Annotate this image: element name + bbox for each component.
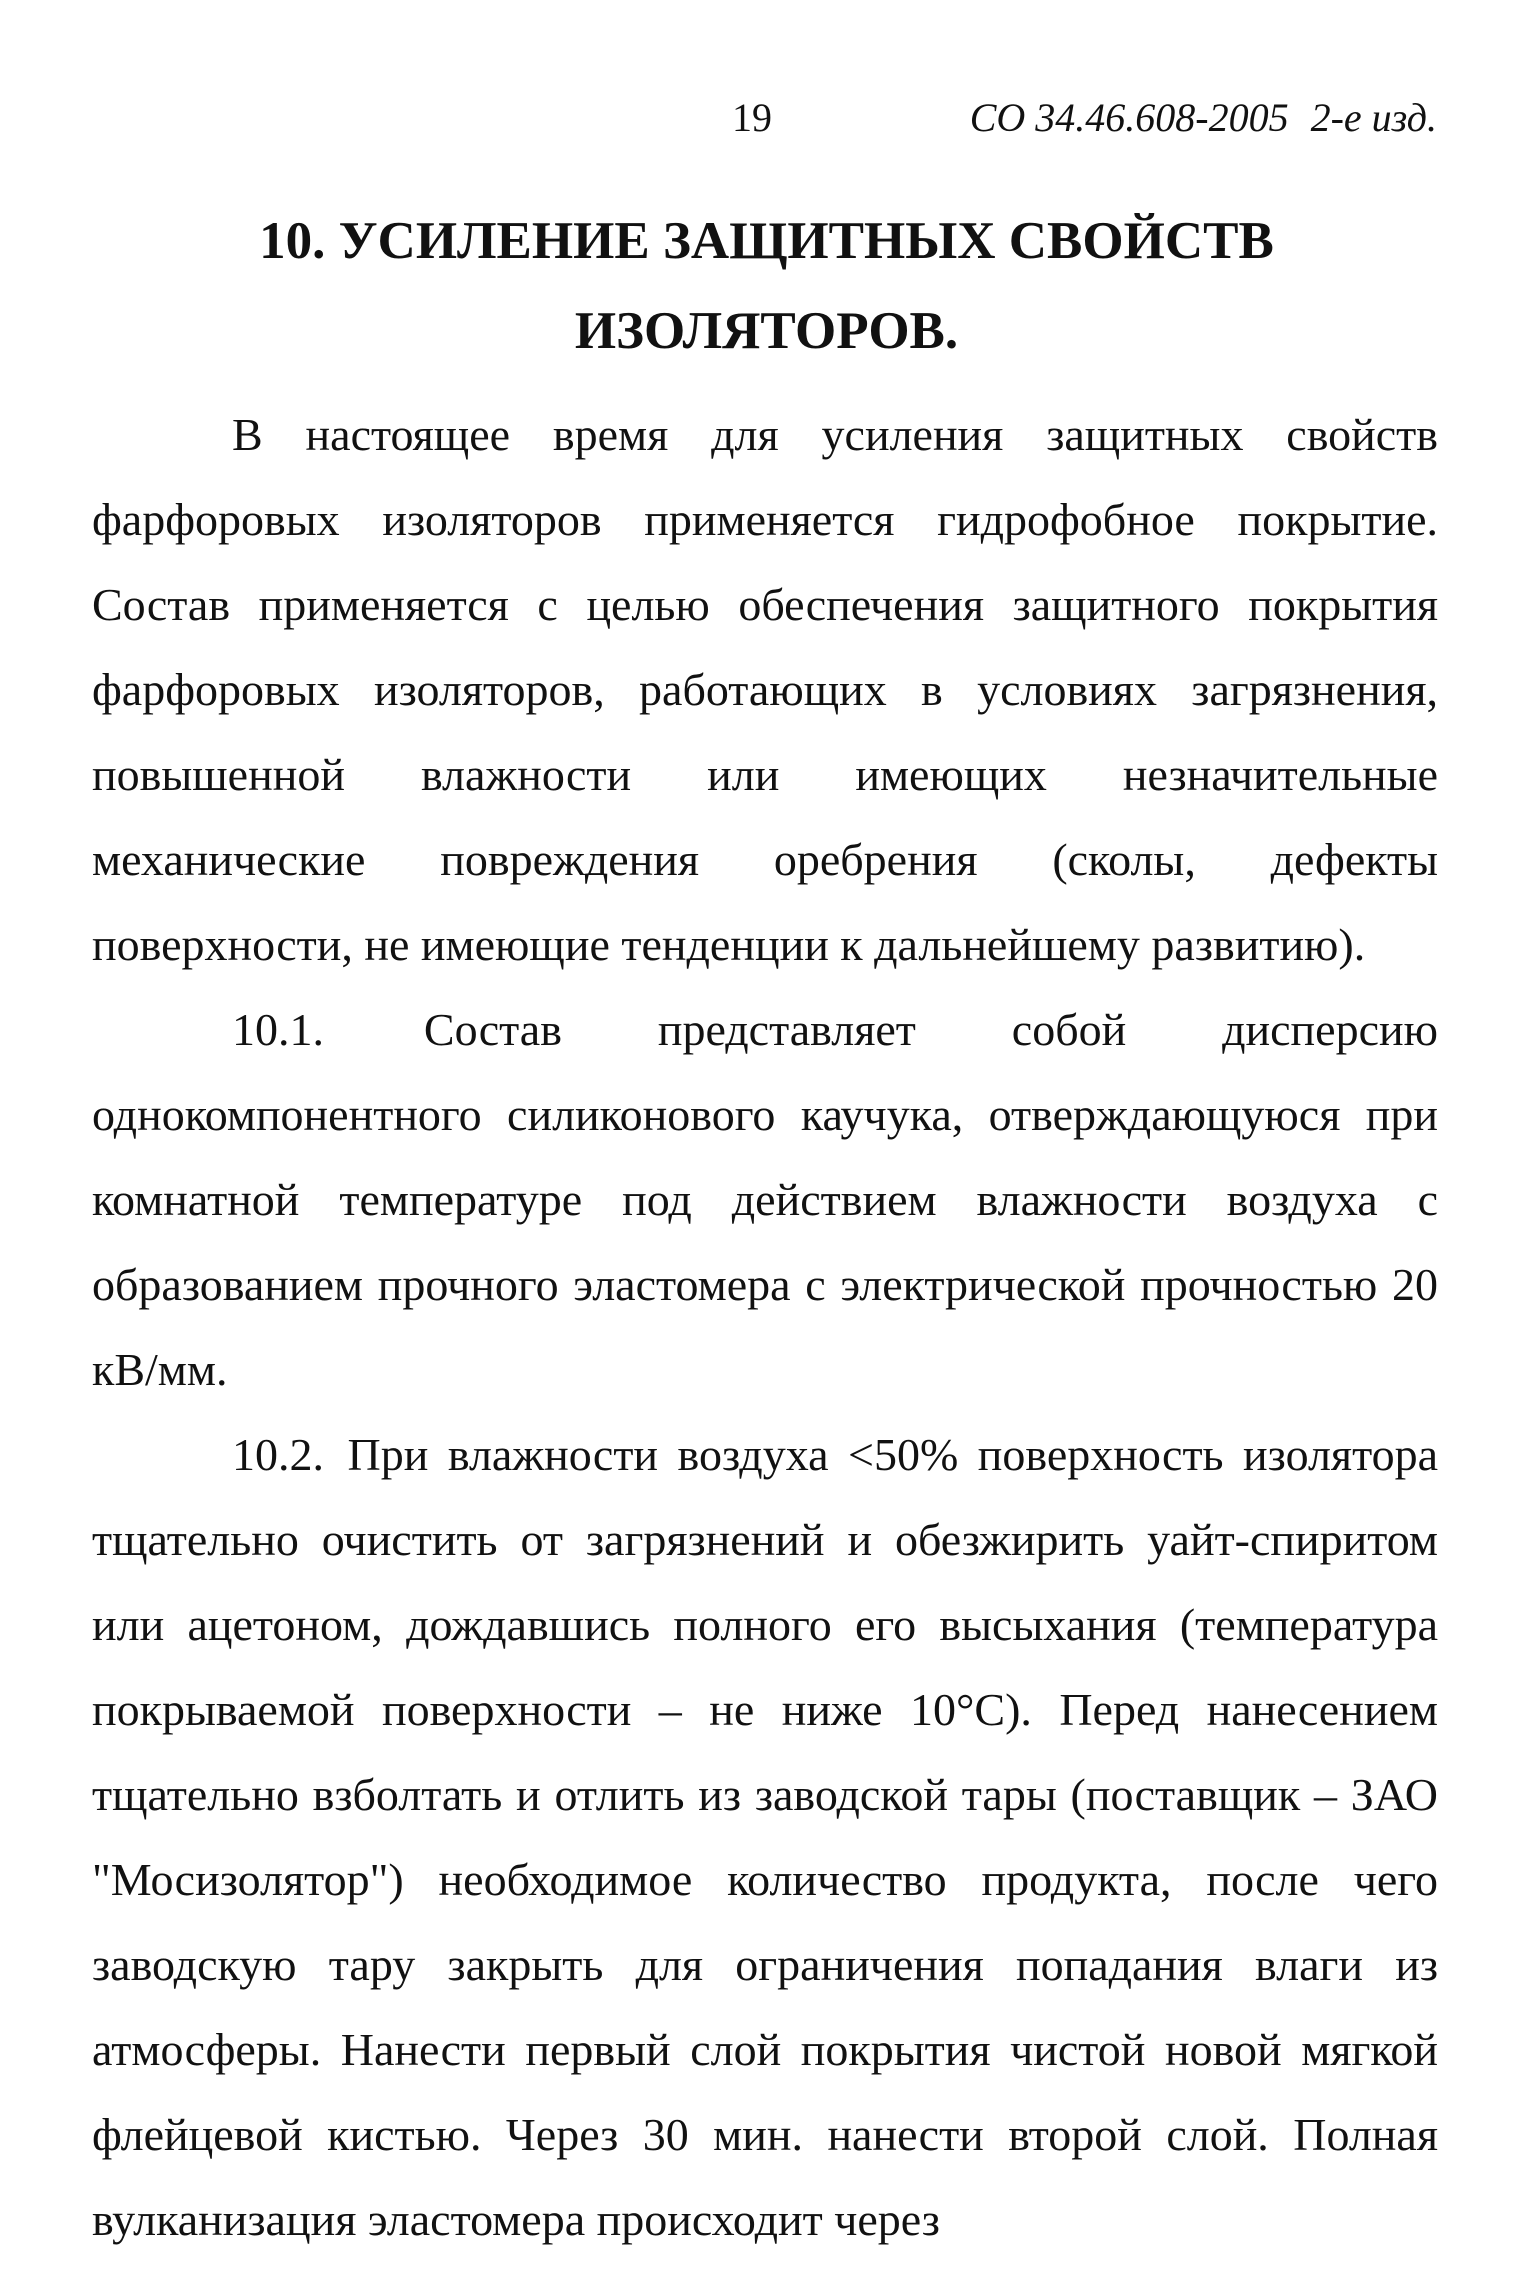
section-title-line-2: ИЗОЛЯТОРОВ. xyxy=(574,302,959,360)
section-title-line-1: 10. УСИЛЕНИЕ ЗАЩИТНЫХ СВОЙСТВ xyxy=(259,212,1274,270)
body-text xyxy=(92,392,1438,2262)
paragraph-10-2-number: 10.2. xyxy=(232,1429,324,1480)
paragraph-10-1 xyxy=(92,987,1438,1412)
paragraph-10-1-number: 10.1. xyxy=(232,1004,324,1055)
page-header xyxy=(0,88,1533,148)
intro-paragraph: В настоящее время для усиления защитных свойств фарфоровых изоляторов применяется гидрофобное покрытие. Состав применяется с целью обеспечения защитного покрытия фарфоровых изоляторов, работающих в условиях загрязнения, повышенной влажности или имеющих незначительные механические повреждения оребрения (сколы, дефекты поверхности, не имеющие тенденции к дальнейшему развитию). xyxy=(92,409,1438,970)
edition-label: 2-е изд. xyxy=(1310,95,1437,140)
section-title xyxy=(200,196,1333,376)
paragraph-10-2-text: При влажности воздуха <50% поверхность изолятора тщательно очистить от загрязнений и обезжирить уайт-спиритом или ацетоном, дождавшись полного его высыхания (температура покрываемой поверхности – не ниже 10°С). Перед нанесением тщательно взболтать и отлить из заводской тары (поставщик – ЗАО "Мосизолятор") необходимое количество продукта, после чего заводскую тару закрыть для ограничения попадания влаги из атмосферы. Нанести первый слой покрытия чистой новой мягкой флейцевой кистью. Через 30 мин. нанести второй слой. Полная вулканизация эластомера происходит через xyxy=(92,1429,1438,2245)
paragraph-10-1-text: Состав представляет собой дисперсию однокомпонентного силиконового каучука, отверждающуюся при комнатной температуре под действием влажности воздуха с образованием прочного эластомера с электрической прочностью 20 кВ/мм. xyxy=(92,1004,1438,1395)
page-number: 19 xyxy=(732,95,772,140)
paragraph-10-2 xyxy=(92,1412,1438,2262)
document-code xyxy=(970,88,1437,148)
document-code-text: СО 34.46.608-2005 xyxy=(969,95,1289,140)
